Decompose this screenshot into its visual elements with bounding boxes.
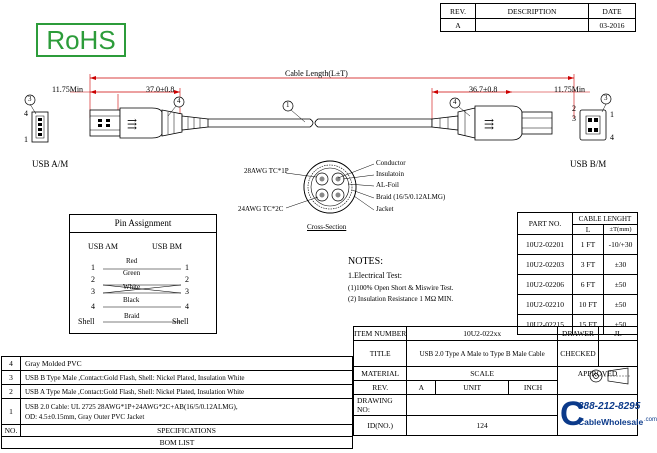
usb-b-pin-2: 2 [572,104,576,113]
pin-a-shell: Shell [78,317,95,326]
title-value: USB 2.0 Type A Male to Type B Male Cable [407,341,558,367]
part-row-4-l: 10 FT [573,295,604,315]
part-row-5-no: 10U2-02215 [518,315,573,335]
part-row-1-l: 1 FT [573,235,604,255]
callout-1: 1 [286,101,290,109]
checked-value [599,341,638,367]
part-row-4-t: ±50 [604,295,638,315]
bom-row-1-spec [21,399,353,425]
pin-b-1: 1 [185,263,189,272]
wire-black: Black [123,296,140,304]
logo-phone: 888-212-8295 [578,401,641,412]
cable-length-label: Cable Length(L±T) [285,69,348,78]
cross-section-title: Cross-Section [307,223,347,231]
drawer-value: JL [599,327,638,341]
wire-white: White [123,283,141,291]
wire-braid: Braid [124,312,140,320]
callout-4-right: 4 [453,98,457,106]
usb-b-connector [432,106,552,140]
pin-a-2: 2 [91,275,95,284]
cable-drawing [0,0,640,160]
part-row-2-t: ±30 [604,255,638,275]
bom-row-1-spec-line1: USB 2.0 Cable: UL 2725 28AWG*1P+24AWG*2C+AB(16/5/0.12ALMG), [25,402,238,411]
pin-wiring-lines [69,214,217,334]
part-row-1-no: 10U2-02201 [518,235,573,255]
wire-red: Red [126,257,138,265]
id-value: 124 [407,415,558,436]
scale-label: SCALE [407,367,558,381]
bom-table [1,356,353,449]
part-row-1-t: -10/+30 [604,235,638,255]
rohs-label: RoHS [46,24,116,55]
cable-body [208,119,313,127]
bom-row-4-spec: Gray Molded PVC [21,357,353,371]
part-no-header: PART NO. [518,213,573,235]
pin-b-2: 2 [185,275,189,284]
part-row-2-no: 10U2-02203 [518,255,573,275]
wire-green: Green [123,269,141,277]
part-row-3-t: ±50 [604,275,638,295]
usb-a-front-view [30,104,48,142]
pin-assignment-title: Pin Assignment [70,215,216,233]
id-label: ID(NO.) [354,415,407,436]
pin-b-3: 3 [185,287,189,296]
part-row-5-t: ±50 [604,315,638,335]
cable-length-header: CABLE LENGHT [573,213,638,225]
usb-symbol-b: ⇶ [484,117,495,131]
title-label: TITLE [354,341,407,367]
checked-label: CHECKED [558,341,599,367]
rev-header: REV. [441,4,476,19]
date-header: DATE [589,4,636,19]
bom-row-2-spec: USB A Type Male ,Contact:Gold Flash, Shell: Nickel Plated, Insulation White [21,385,353,399]
item-number-label: ITEM NUMBER [354,327,407,341]
rev-label: REV. [354,381,407,395]
item-number-value: 10U2-022xx [407,327,558,341]
pin-col-usb-am: USB AM [88,242,119,251]
unit-label: UNIT [436,381,509,395]
part-row-4-no: 10U2-02210 [518,295,573,315]
logo-brand: CableWholesale [578,417,644,427]
right-min-label: 11.75Min [554,85,586,94]
pin-b-4: 4 [185,302,189,311]
bom-row-1-no: 1 [2,399,21,425]
part-number-table [517,212,638,335]
usb-b-pin-4: 4 [610,133,614,142]
inch-label: INCH [509,381,558,395]
note-line-1: 1.Electrical Test: [348,271,402,280]
l-header: L [573,225,604,235]
drawing-no-value [407,395,558,416]
callout-3-right: 3 [604,94,608,102]
rev-value: A [441,19,476,32]
logo-suffix: .com [644,417,657,423]
bom-row-1-spec-line2: OD: 4.5±0.15mm, Gray Outer PVC Jacket [25,412,145,421]
right-length-label: 36.7±0.8 [469,85,498,94]
notes-title: NOTES: [348,256,383,267]
usb-a-label: USB A/M [32,159,69,169]
awg-24-label: 24AWG TC*2C [238,205,284,213]
conductor-label: Conductor [376,159,406,167]
usb-b-label: USB B/M [570,159,607,169]
part-row-3-no: 10U2-02206 [518,275,573,295]
part-row-5-l: 15 FT [573,315,604,335]
logo-cell [558,395,657,436]
bom-list-footer: BOM LIST [2,437,353,449]
al-foil-label: AL-Foil [376,181,399,189]
usb-a-connector [90,108,208,138]
usb-b-front-view [580,104,606,140]
bom-no-header: NO. [2,425,21,437]
jacket-label: Jacket [376,205,394,213]
callout-3-left: 3 [28,95,32,103]
bom-spec-header: SPECIFICATIONS [21,425,353,437]
callout-4-left: 4 [177,97,181,105]
part-row-2-l: 3 FT [573,255,604,275]
logo-c-icon: C [560,395,585,433]
cablewholesale-logo [558,395,657,435]
usb-b-pin-3: 3 [572,114,576,123]
usb-a-pin-1: 1 [24,135,28,144]
braid-label: Braid (16/5/0.12ALMG) [376,193,446,201]
bom-row-2-no: 2 [2,385,21,399]
left-length-label: 37.0±0.8 [146,85,175,94]
bom-row-3-spec: USB B Type Male ,Contact:Gold Flash, Shell: Nickel Plated, Insulation White [21,371,353,385]
approved-label: APPROVED [577,369,618,378]
pin-a-1: 1 [91,263,95,272]
pin-a-3: 3 [91,287,95,296]
awg-28-label: 28AWG TC*1P [244,167,289,175]
rev-value-tb: A [407,381,436,395]
usb-b-pin-1: 1 [610,110,614,119]
material-label: MATERIAL [354,367,407,381]
date-value: 03-2016 [589,19,636,32]
pin-col-usb-bm: USB BM [152,242,183,251]
bom-row-4-no: 4 [2,357,21,371]
bom-row-3-no: 3 [2,371,21,385]
description-header: DESCRIPTION [476,4,589,19]
insulation-label: Insulatoin [376,170,404,178]
projection-symbol-icon [588,367,632,385]
note-line-3: (2) Insulation Resistance 1 MΩ MIN. [348,295,454,303]
part-row-3-l: 6 FT [573,275,604,295]
note-line-2: (1)100% Open Short & Miswire Test. [348,284,454,292]
t-header: ±T(mm) [604,225,638,235]
drawing-no-label: DRAWING NO: [354,395,407,416]
usb-symbol-a: ⇶ [127,117,138,131]
pin-a-4: 4 [91,302,95,311]
drawer-label: DRAWER [558,327,599,341]
left-min-label: 11.75Min [52,85,84,94]
pin-b-shell: Shell [172,317,189,326]
usb-a-pin-4: 4 [24,109,28,118]
